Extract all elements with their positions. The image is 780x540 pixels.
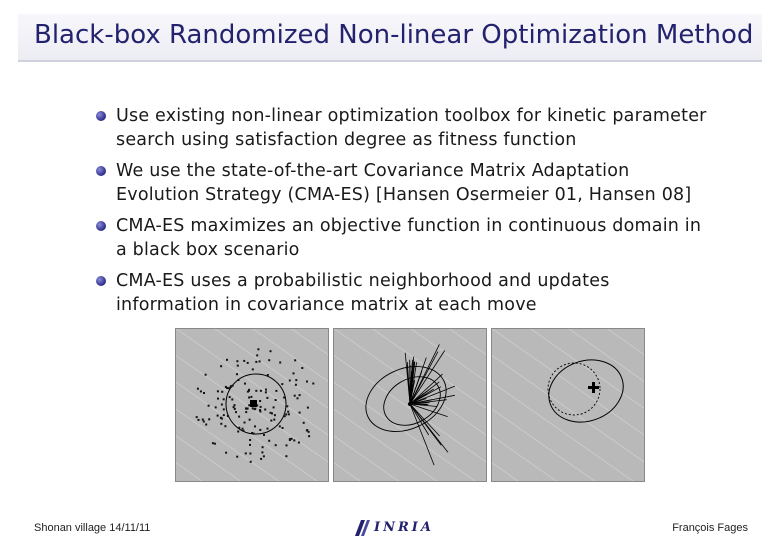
sample-point [208, 405, 210, 407]
sample-point [238, 427, 240, 429]
sample-point [289, 438, 291, 440]
sample-point [198, 419, 200, 421]
sample-point [217, 398, 219, 400]
sample-point [293, 439, 295, 441]
sample-point [268, 440, 270, 442]
sample-point [251, 432, 253, 434]
sample-point [295, 384, 297, 386]
sample-point [275, 444, 277, 446]
bullet-text: CMA-ES maximizes an objective function in continuous domain in a black box scenario [116, 216, 702, 260]
sample-point [243, 430, 245, 432]
sample-point [285, 455, 287, 457]
cma-es-panel-sampling [175, 328, 329, 482]
sample-point [203, 392, 205, 394]
sample-point [283, 397, 285, 399]
bullet-list [96, 104, 716, 324]
sample-point [265, 391, 267, 393]
sample-point [235, 411, 237, 413]
sample-point [264, 409, 266, 411]
sample-point [232, 385, 234, 387]
sample-point [266, 397, 268, 399]
sample-point [224, 425, 226, 427]
sample-point [247, 362, 249, 364]
sample-point [267, 428, 269, 430]
sample-point [307, 407, 309, 409]
sample-point [286, 405, 288, 407]
sample-point [205, 374, 207, 376]
sample-point [236, 373, 238, 375]
sample-point [217, 390, 219, 392]
sample-point [256, 354, 258, 356]
sample-point [234, 408, 236, 410]
sample-point [281, 383, 283, 385]
sample-point [254, 425, 256, 427]
bullet-icon [96, 166, 106, 176]
sample-point [252, 368, 254, 370]
sample-point [249, 439, 251, 441]
sample-point [223, 408, 225, 410]
footer-event: Shonan village 14/11/11 [34, 522, 151, 534]
sample-point [244, 383, 246, 385]
sample-point [236, 456, 238, 458]
sample-point [215, 406, 217, 408]
sample-point [223, 414, 225, 416]
sample-point [286, 444, 288, 446]
sample-point [273, 419, 275, 421]
sample-point [244, 422, 246, 424]
sample-point [289, 380, 291, 382]
sample-point [275, 399, 277, 401]
cma-es-panel-update [491, 328, 645, 482]
sample-point [255, 361, 257, 363]
sample-point [203, 421, 205, 423]
sample-point [263, 455, 265, 457]
sample-point [260, 406, 262, 408]
sample-point [248, 397, 250, 399]
sample-point [252, 407, 254, 409]
sample-point [262, 446, 264, 448]
sample-point [287, 411, 289, 413]
sample-point [254, 408, 256, 410]
sample-point [268, 359, 270, 361]
sample-point [220, 365, 222, 367]
bullet-item [96, 214, 716, 262]
mean-marker [250, 400, 257, 407]
bullet-item [96, 104, 716, 152]
sample-point [236, 360, 238, 362]
inria-logo-icon [352, 518, 372, 538]
sample-point [249, 453, 251, 455]
bullet-text: Use existing non-linear optimization toolbox for kinetic parameter search using satisfaction degree as fitness function [116, 106, 707, 150]
sample-point [197, 388, 199, 390]
sample-point [227, 415, 229, 417]
inria-logo [352, 517, 438, 539]
sample-point [226, 359, 228, 361]
sample-point [225, 452, 227, 454]
sample-point [282, 427, 284, 429]
bullet-item [96, 159, 716, 207]
sample-point [274, 414, 276, 416]
sample-point [273, 406, 275, 408]
sample-point [245, 411, 247, 413]
sample-point [267, 374, 269, 376]
sample-point [263, 434, 265, 436]
sample-point [270, 412, 272, 414]
sample-point [259, 360, 261, 362]
title-bar [18, 14, 762, 62]
sample-point [228, 387, 230, 389]
origin-point [408, 402, 412, 406]
sample-point [306, 429, 308, 431]
sample-point [238, 379, 240, 381]
bullet-item [96, 269, 716, 317]
sample-point [246, 408, 248, 410]
sample-point [293, 372, 295, 374]
sample-point [260, 458, 262, 460]
sample-point [249, 419, 251, 421]
sample-point [275, 390, 277, 392]
sample-point [285, 413, 287, 415]
sample-point [295, 379, 297, 381]
sample-point [249, 444, 251, 446]
sample-point [221, 404, 223, 406]
sample-point [279, 362, 281, 364]
sample-point [284, 415, 286, 417]
sample-point [248, 389, 250, 391]
sample-point [294, 359, 296, 361]
sample-point [260, 390, 262, 392]
sample-point [200, 390, 202, 392]
sample-point [250, 461, 252, 463]
inria-logo-text: INRIA [374, 520, 434, 535]
sample-point [221, 418, 223, 420]
sample-point [242, 428, 244, 430]
sample-point [233, 406, 235, 408]
sample-point [208, 418, 210, 420]
slide-title: Black-box Randomized Non-linear Optimization Method [34, 20, 754, 50]
sample-point [294, 395, 296, 397]
sample-point [245, 452, 247, 454]
sample-point [237, 431, 239, 433]
sample-point [238, 416, 240, 418]
sample-point [257, 348, 259, 350]
bullet-icon [96, 276, 106, 286]
sample-point [270, 420, 272, 422]
sample-point [196, 416, 198, 418]
sample-point [298, 442, 300, 444]
sample-point [301, 367, 303, 369]
sample-point [259, 409, 261, 411]
bullet-icon [96, 221, 106, 231]
sample-point [303, 422, 305, 424]
sample-point [261, 451, 263, 453]
sample-point [306, 381, 308, 383]
bullet-text: We use the state-of-the-art Covariance Matrix Adaptation Evolution Strategy (CMA-ES) [Hansen Osermeier 01, Hansen 08] [116, 161, 692, 205]
sample-point [255, 390, 257, 392]
sample-point [247, 391, 249, 393]
sample-point [205, 424, 207, 426]
sample-point [214, 443, 216, 445]
sample-point [223, 398, 225, 400]
sample-point [237, 365, 239, 367]
sample-point [221, 391, 223, 393]
sample-point [312, 383, 314, 385]
sample-point [220, 423, 222, 425]
sample-point [243, 360, 245, 362]
sample-point [248, 404, 250, 406]
sample-point [250, 396, 252, 398]
sample-point [265, 389, 267, 391]
sample-point [225, 386, 227, 388]
sample-point [202, 419, 204, 421]
cma-es-panel-adaptation [333, 328, 487, 482]
sample-point [270, 350, 272, 352]
cma-es-figure [175, 328, 647, 480]
bullet-text: CMA-ES uses a probabilistic neighborhood and updates information in covariance matrix at each move [116, 271, 610, 315]
sample-point [217, 415, 219, 417]
sample-point [308, 435, 310, 437]
sample-point [259, 429, 261, 431]
footer-author: François Fages [672, 522, 748, 534]
sample-point [297, 397, 299, 399]
bullet-icon [96, 111, 106, 121]
sample-point [299, 412, 301, 414]
sample-point [229, 396, 231, 398]
sample-point [288, 413, 290, 415]
sample-point [234, 404, 236, 406]
sample-point [279, 425, 281, 427]
sample-point [231, 399, 233, 401]
sample-point [299, 394, 301, 396]
sample-point [230, 386, 232, 388]
sample-point [259, 400, 261, 402]
sample-point [212, 442, 214, 444]
